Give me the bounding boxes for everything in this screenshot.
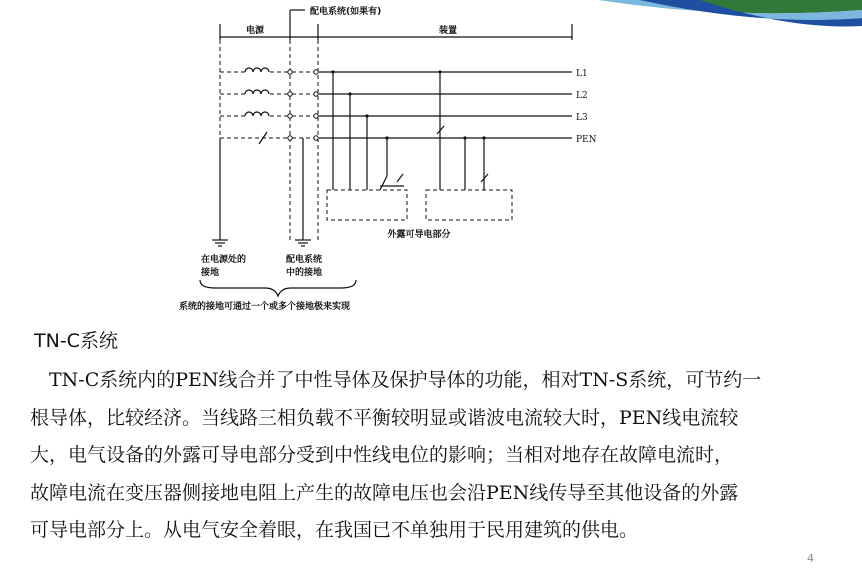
description-paragraph (30, 362, 845, 550)
earth-distribution-icon (295, 138, 311, 246)
label-earth-at-source-line2: 接地 (201, 268, 220, 278)
earth-source-icon (212, 138, 228, 246)
dimension-brackets (220, 10, 572, 40)
label-earthing-note: 系统的接地可通过一个或多个接地极来实现 (179, 302, 351, 312)
conductor-label-l1: L1 (576, 69, 588, 79)
paragraph-line: TN-C系统内的PEN线合并了中性导体及保护导体的功能，相对TN-S系统，可节约一 (30, 369, 762, 391)
label-exposed-conductive-part: 外露可导电部分 (387, 230, 451, 240)
conductor-label-l3: L3 (576, 113, 588, 123)
source-windings (220, 68, 288, 144)
conductor-label-pen: PEN (576, 135, 597, 145)
equipment-2-connections (437, 70, 488, 190)
label-power-source: 电源 (245, 26, 265, 36)
paragraph-line: 大，电气设备的外露可导电部分受到中性线电位的影响；当相对地存在故障电流时， (30, 444, 734, 466)
conductor-label-l2: L2 (576, 91, 588, 101)
section-title: TN-C系统 (34, 330, 118, 352)
paragraph-line: 根导体，比较经济。当线路三相负载不平衡较明显或谐波电流较大时，PEN线电流较 (30, 406, 739, 429)
label-earth-in-distribution-line2: 中的接地 (286, 268, 323, 278)
terminals (288, 70, 318, 140)
paragraph-line: 可导电部分上。从电气安全着眼，在我国已不单独用于民用建筑的供电。 (30, 519, 639, 541)
label-installation: 装置 (438, 26, 458, 36)
label-earth-in-distribution-line1: 配电系统 (286, 255, 323, 265)
grouping-brace (200, 280, 356, 296)
label-earth-at-source-line1: 在电源处的 (201, 255, 247, 265)
page-number: 4 (807, 552, 814, 565)
conductors (319, 72, 572, 138)
equipment-2-exposed-part (426, 190, 512, 220)
equipment-1-connections (331, 70, 404, 190)
equipment-1-exposed-part (327, 190, 407, 220)
label-distribution-system: 配电系统(如果有) (310, 7, 382, 17)
paragraph-line: 故障电流在变压器侧接地电阻上产生的故障电压也会沿PEN线传导至其他设备的外露 (30, 481, 739, 504)
